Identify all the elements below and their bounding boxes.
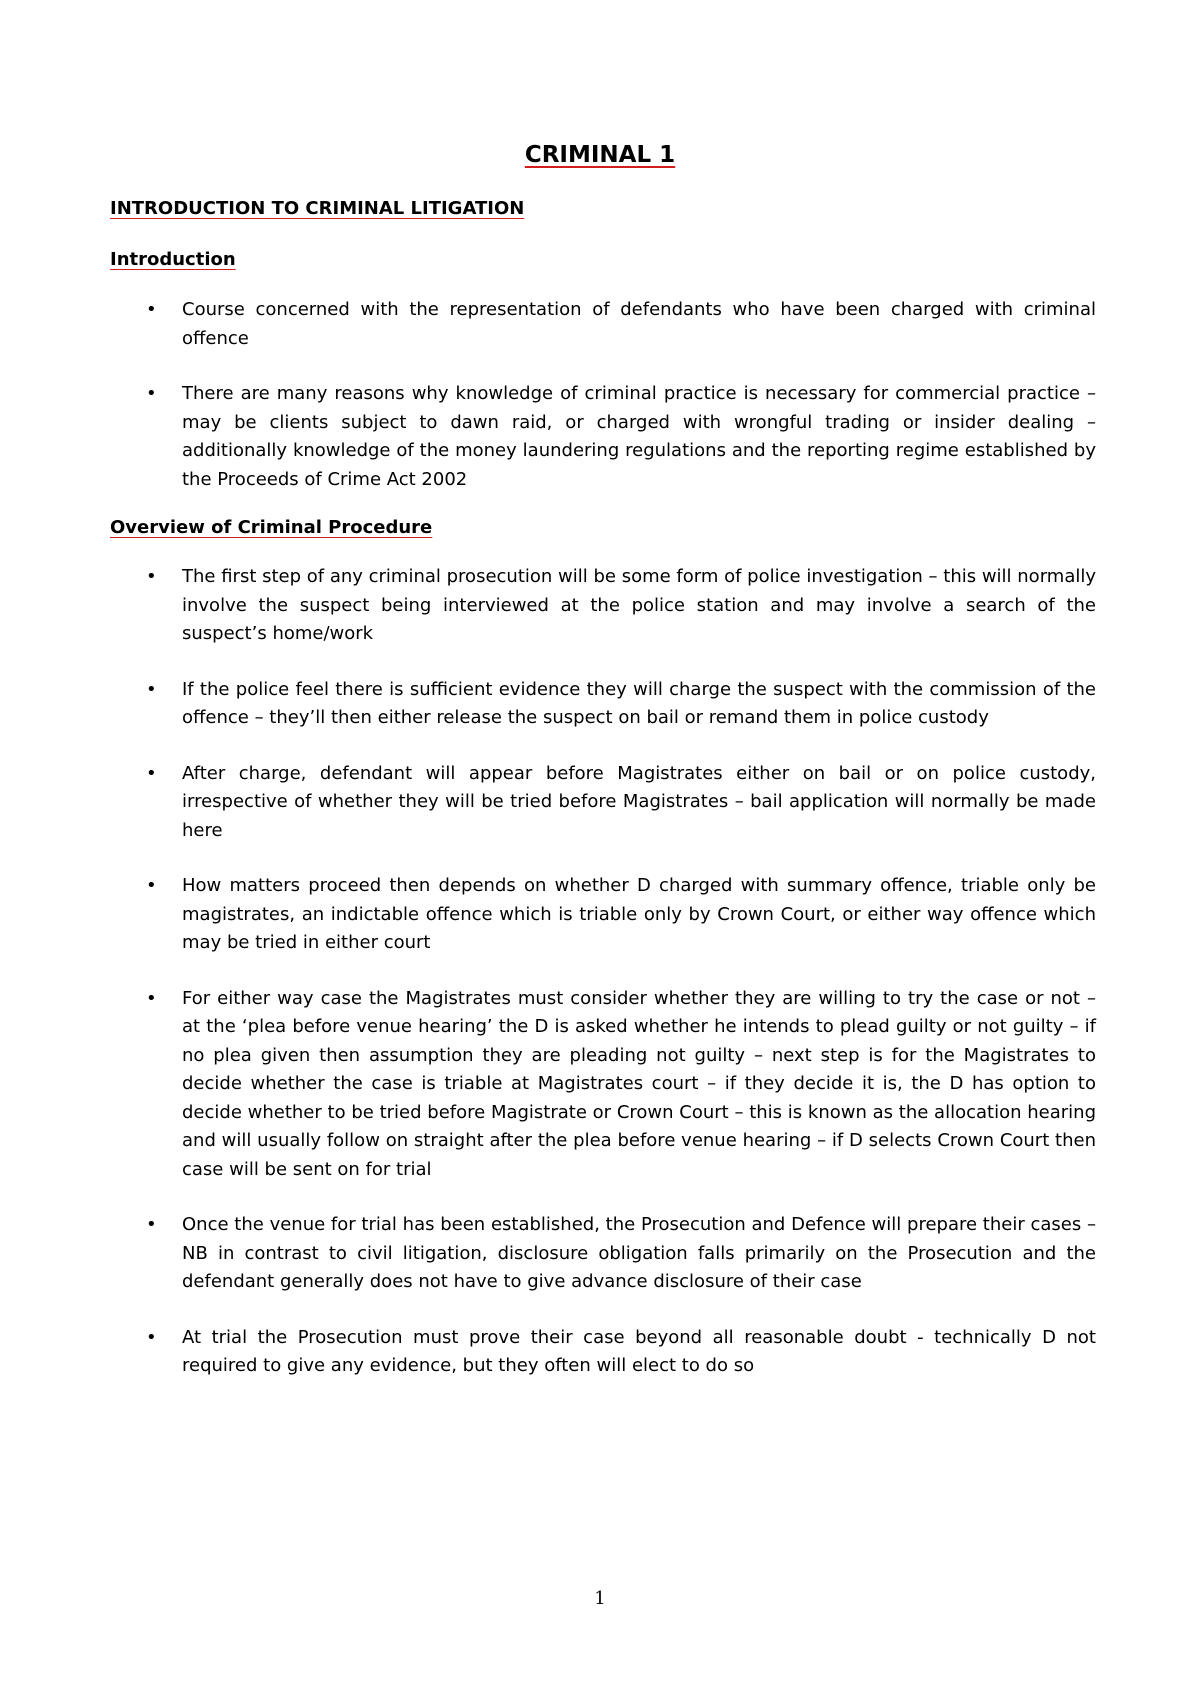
introduction-bullet-list — [110, 296, 1096, 494]
list-item — [110, 563, 1096, 649]
document-title-text: CRIMINAL 1 — [524, 142, 676, 168]
bullet-icon: • — [146, 1326, 157, 1348]
bullet-icon: • — [146, 299, 157, 320]
introduction-heading: Introduction — [110, 249, 236, 270]
list-item-text: For either way case the Magistrates must consider whether they are willing to try the case or not – at the ‘plea before venue hearing’ the D is asked whether he intends to plead guilty or not guilty – if no plea given then assumption they are pleading not guilty – next step is for the Magistrates to decide whether the case is triable at Magistrates court – if they decide it is, the D has option to decide whether to be tried before Magistrate or Crown Court – this is known as the allocation hearing and will usually follow on straight after the plea before venue hearing – if D selects Crown Court then case will be sent on for trial — [182, 987, 1096, 1180]
bullet-icon: • — [146, 875, 157, 896]
list-item — [110, 676, 1096, 733]
list-item-text: How matters proceed then depends on whether D charged with summary offence, triable only be magistrates, an indictable offence which is triable only by Crown Court, or either way offence which may be tried in either court — [182, 875, 1096, 953]
list-item — [110, 872, 1096, 958]
bullet-icon: • — [146, 987, 157, 1009]
list-item-text: After charge, defendant will appear before Magistrates either on bail or on police custody, irrespective of whether they will be tried before Magistrates – bail application will normally be made here — [182, 762, 1096, 841]
overview-heading: Overview of Criminal Procedure — [110, 517, 433, 538]
bullet-icon: • — [146, 566, 157, 587]
list-item — [110, 296, 1096, 353]
overview-bullet-list — [110, 563, 1096, 1381]
list-item-text: The first step of any criminal prosecution will be some form of police investigation – this will normally involve the suspect being interviewed at the police station and may involve a search of the suspect’s home/work — [182, 566, 1097, 644]
list-item-text: Course concerned with the representation of defendants who have been charged with criminal offence — [182, 299, 1096, 349]
list-item — [110, 380, 1096, 494]
bullet-icon: • — [146, 1214, 157, 1235]
bullet-icon: • — [146, 678, 157, 700]
list-item — [110, 1324, 1096, 1381]
list-item — [110, 760, 1096, 846]
list-item-text: Once the venue for trial has been established, the Prosecution and Defence will prepare their cases – NB in contrast to civil litigation, disclosure obligation falls primarily on the Prosecution and the defendant generally does not have to give advance disclosure of their case — [182, 1214, 1096, 1292]
document-title — [0, 140, 1200, 170]
bullet-icon: • — [146, 762, 157, 784]
bullet-icon: • — [146, 383, 157, 404]
list-item — [110, 985, 1096, 1185]
section-heading: INTRODUCTION TO CRIMINAL LITIGATION — [110, 198, 525, 219]
page-number: 1 — [594, 1588, 606, 1609]
list-item — [110, 1211, 1096, 1297]
list-item-text: At trial the Prosecution must prove their case beyond all reasonable doubt - technically D not required to give any evidence, but they often will elect to do so — [182, 1326, 1096, 1376]
list-item-text: If the police feel there is sufficient evidence they will charge the suspect with the commission of the offence – they’ll then either release the suspect on bail or remand them in police custody — [182, 678, 1096, 728]
list-item-text: There are many reasons why knowledge of criminal practice is necessary for commercial practice – may be clients subject to dawn raid, or charged with wrongful trading or insider dealing – additionally knowledge of the money laundering regulations and the reporting regime established by the Proceeds of Crime Act 2002 — [182, 383, 1096, 490]
